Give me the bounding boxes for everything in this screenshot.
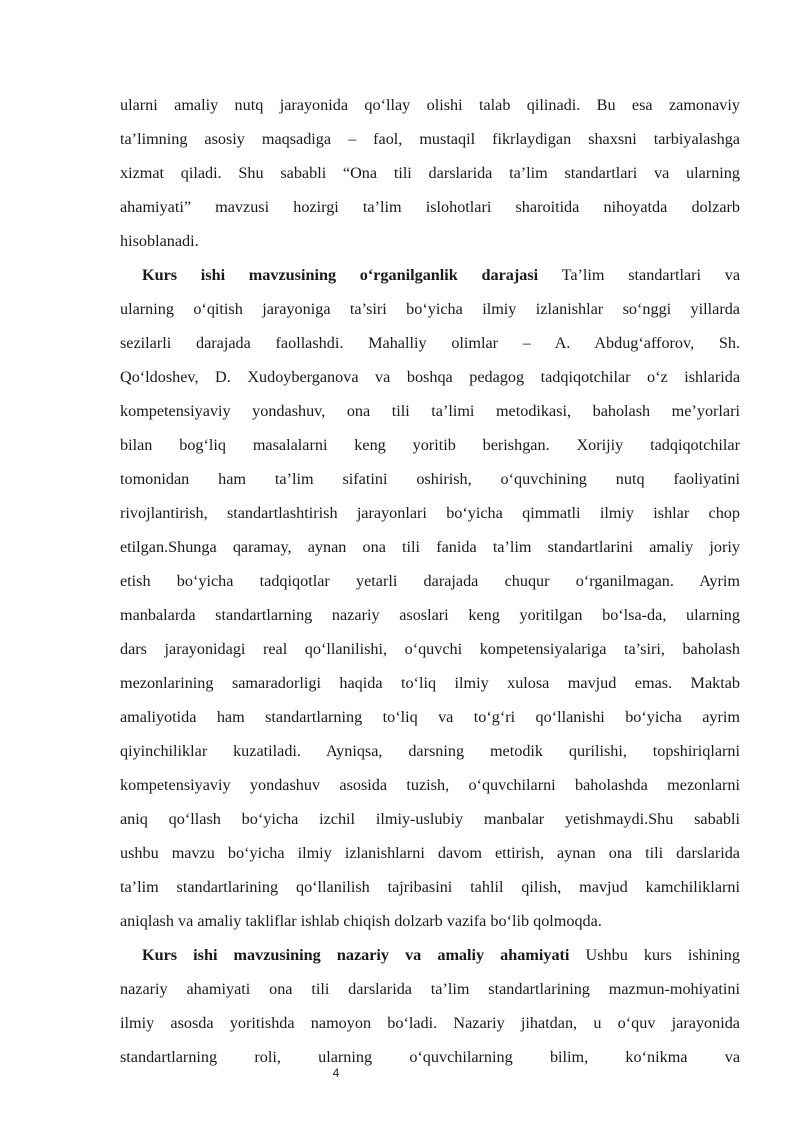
section-heading-significance: Kurs ishi mavzusining nazariy va amaliy ahamiyati xyxy=(142,946,570,964)
heading-continuation: Ta’lim standartlari va xyxy=(538,266,741,284)
text-line: kompetensiyaviy yondashuv asosida tuzish, o‘quvchilarni baholashda mezonlarni xyxy=(120,776,740,794)
text-line: ta’lim standartlarining qo‘llanilish tajribasini tahlil qilish, mavjud kamchiliklarni xyxy=(120,878,740,896)
text-line: tomonidan ham ta’lim sifatini oshirish, o‘quvchining nutq faoliyatini xyxy=(120,470,740,488)
text-line: ularni amaliy nutq jarayonida qo‘llay olishi talab qilinadi. Bu esa zamonaviy xyxy=(120,96,740,114)
text-line: ularning o‘qitish jarayoniga ta’siri bo‘yicha ilmiy izlanishlar so‘nggi yillarda xyxy=(120,300,740,318)
section-heading-study-level: Kurs ishi mavzusining o‘rganilganlik darajasi xyxy=(142,266,539,284)
text-line: rivojlantirish, standartlashtirish jarayonlari bo‘yicha qimmatli ilmiy ishlar chop xyxy=(120,504,740,522)
text-line: aniqlash va amaliy takliflar ishlab chiqish dolzarb vazifa bo‘lib qolmoqda. xyxy=(120,912,602,930)
text-line: kompetensiyaviy yondashuv, ona tili ta’limi metodikasi, baholash me’yorlari xyxy=(120,402,740,420)
text-line xyxy=(120,258,740,292)
text-line: ahamiyati” mavzusi hozirgi ta’lim islohotlari sharoitida nihoyatda dolzarb xyxy=(120,198,740,216)
text-line: ta’limning asosiy maqsadiga – faol, mustaqil fikrlaydigan shaxsni tarbiyalashga xyxy=(120,130,740,148)
text-line: mezonlarining samaradorligi haqida to‘liq ilmiy xulosa mavjud emas. Maktab xyxy=(120,674,740,692)
text-line: ilmiy asosda yoritishda namoyon bo‘ladi. Nazariy jihatdan, u o‘quv jarayonida xyxy=(120,1014,740,1032)
text-line: dars jarayonidagi real qo‘llanilishi, o‘quvchi kompetensiyalariga ta’siri, baholash xyxy=(120,640,740,658)
text-line: etish bo‘yicha tadqiqotlar yetarli darajada chuqur o‘rganilmagan. Ayrim xyxy=(120,572,740,590)
paragraph-significance xyxy=(120,938,740,1074)
text-line: bilan bog‘liq masalalarni keng yoritib berishgan. Xorijiy tadqiqotchilar xyxy=(120,436,740,454)
text-line: etilgan.Shunga qaramay, aynan ona tili fanida ta’lim standartlarini amaliy joriy xyxy=(120,538,740,556)
text-line: ushbu mavzu bo‘yicha ilmiy izlanishlarni davom ettirish, aynan ona tili darslarida xyxy=(120,844,740,862)
text-line: manbalarda standartlarning nazariy asoslari keng yoritilgan bo‘lsa-da, ularning xyxy=(120,606,740,624)
document-page xyxy=(120,88,740,1074)
page-number-text: 4 xyxy=(332,1066,340,1080)
text-line: Qo‘ldoshev, D. Xudoyberganova va boshqa pedagog tadqiqotchilar o‘z ishlarida xyxy=(120,368,740,386)
text-line: aniq qo‘llash bo‘yicha izchil ilmiy-uslubiy manbalar yetishmaydi.Shu sababli xyxy=(120,810,740,828)
text-line: hisoblanadi. xyxy=(120,232,199,250)
text-line xyxy=(120,938,740,972)
text-line: xizmat qiladi. Shu sababli “Ona tili darslarida ta’lim standartlari va ularning xyxy=(120,164,740,182)
text-line: qiyinchiliklar kuzatiladi. Ayniqsa, darsning metodik qurilishi, topshiriqlarni xyxy=(120,742,740,760)
paragraph-study-level xyxy=(120,258,740,938)
text-line: amaliyotida ham standartlarning to‘liq va to‘g‘ri qo‘llanishi bo‘yicha ayrim xyxy=(120,708,740,726)
text-line: standartlarning roli, ularning o‘quvchilarning bilim, ko‘nikma va xyxy=(120,1048,740,1066)
text-line: sezilarli darajada faollashdi. Mahalliy olimlar – A. Abdug‘afforov, Sh. xyxy=(120,334,740,352)
text-line: nazariy ahamiyati ona tili darslarida ta’lim standartlarining mazmun-mohiyatini xyxy=(120,980,740,998)
heading-continuation: Ushbu kurs ishining xyxy=(569,946,740,964)
paragraph-intro xyxy=(120,88,740,258)
page-number xyxy=(0,1066,800,1080)
